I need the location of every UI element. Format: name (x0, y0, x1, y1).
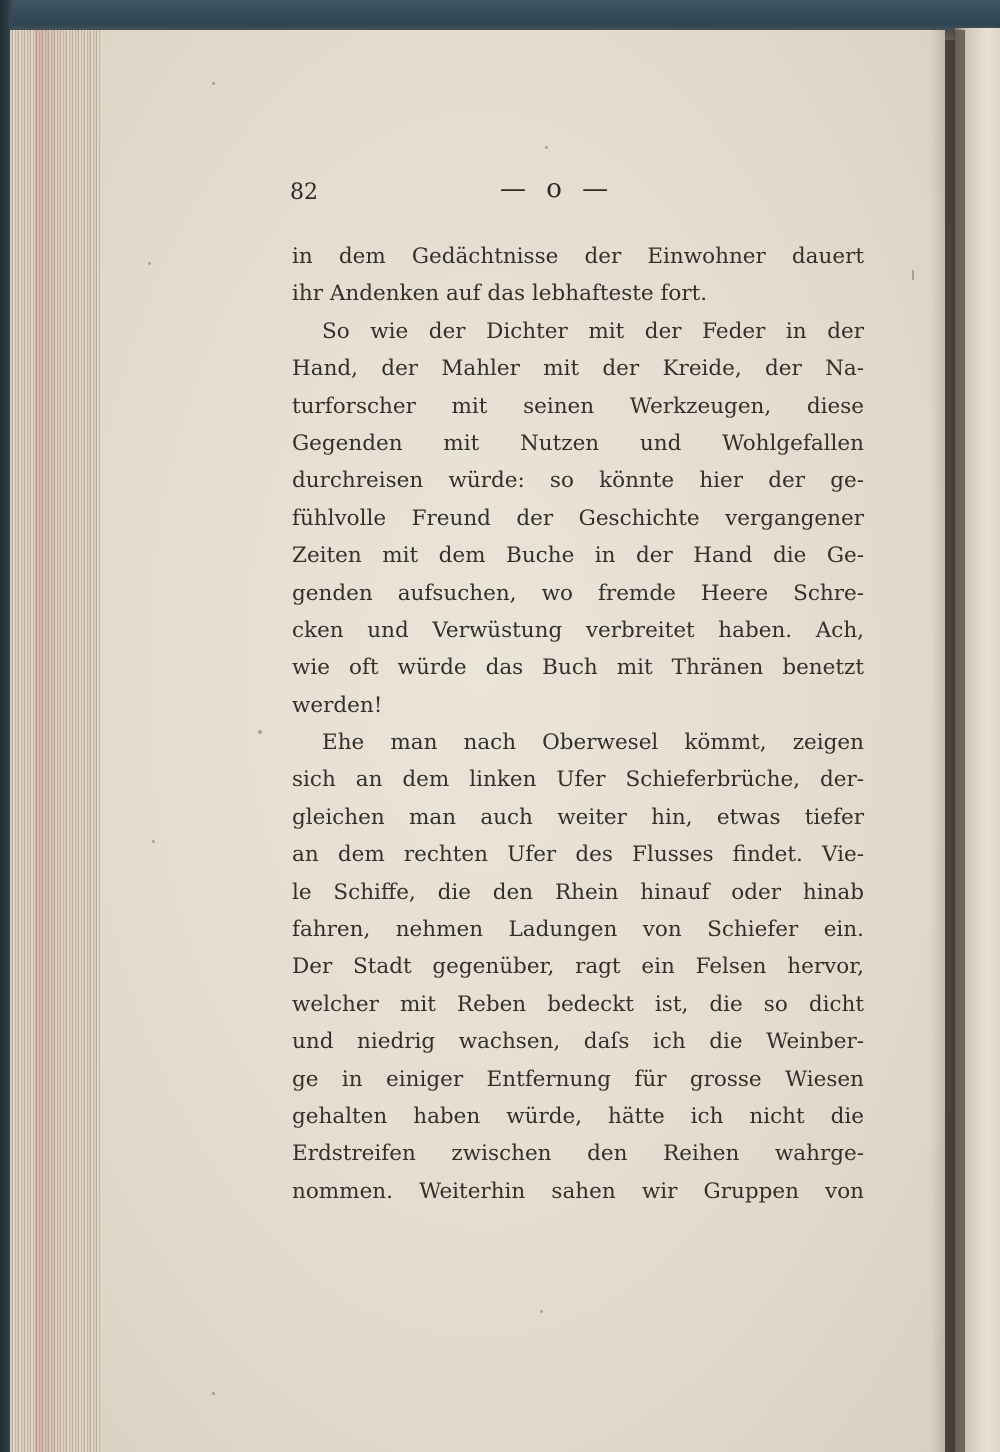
text-line: nommen. Weiterhin sahen wir Gruppen von (292, 1178, 864, 1204)
paper-speck (545, 146, 548, 149)
text-line: gehalten haben würde, hätte ich nicht die (292, 1103, 864, 1129)
text-line: Ehe man nach Oberwesel kömmt, zeigen (322, 730, 864, 756)
text-line: Der Stadt gegenüber, ragt ein Felsen hervor, (292, 954, 864, 980)
running-head-ornament: — o — (500, 174, 615, 204)
paper-speck (912, 270, 914, 280)
paper-speck (258, 730, 262, 734)
page-number: 82 (290, 180, 318, 205)
text-line: welcher mit Reben bedeckt ist, die so dicht (292, 991, 864, 1017)
text-line: fahren, nehmen Ladungen von Schiefer ein. (292, 917, 864, 943)
text-line: in dem Gedächtnisse der Einwohner dauert (292, 244, 864, 269)
text-line: fühlvolle Freund der Geschichte vergangener (292, 505, 864, 531)
page-header (290, 174, 850, 220)
text-line: Hand, der Mahler mit der Kreide, der Na- (292, 356, 864, 382)
text-line: Erdstreifen zwischen den Reihen wahrge- (292, 1141, 864, 1167)
text-line: ge in einiger Entfernung für grosse Wiesen (292, 1066, 864, 1092)
paper-speck (152, 840, 155, 843)
text-line: Gegenden mit Nutzen und Wohlgefallen (292, 430, 864, 456)
text-line: werden! (292, 692, 383, 718)
text-line: ihr Andenken auf das lebhafteste fort. (292, 281, 708, 307)
page-body-text (292, 238, 864, 1210)
text-line: durchreisen würde: so könnte hier der ge- (292, 468, 864, 494)
text-line: an dem rechten Ufer des Flusses findet. Vie- (292, 842, 864, 868)
paper-speck (212, 1392, 215, 1395)
text-line: So wie der Dichter mit der Feder in der (322, 318, 864, 344)
text-line: und niedrig wachsen, daſs ich die Weinber- (292, 1029, 864, 1055)
page-gutter-shadow (930, 30, 965, 1452)
text-line: gleichen man auch weiter hin, etwas tiefer (292, 804, 864, 830)
text-line: le Schiffe, die den Rhein hinauf oder hinab (292, 879, 864, 905)
text-line: Zeiten mit dem Buche in der Hand die Ge- (292, 543, 864, 569)
text-line: cken und Verwüstung verbreitet haben. Ach, (292, 617, 864, 643)
text-line: wie oft würde das Buch mit Thränen benetzt (292, 655, 864, 681)
stacked-page-edges (10, 30, 101, 1452)
text-line: turforscher mit seinen Werkzeugen, diese (292, 393, 864, 419)
paper-speck (212, 82, 215, 85)
paper-speck (540, 1310, 543, 1313)
text-line: genden aufsuchen, wo fremde Heere Schre- (292, 580, 864, 606)
text-line: sich an dem linken Ufer Schieferbrüche, der- (292, 767, 864, 793)
paper-speck (148, 262, 151, 265)
